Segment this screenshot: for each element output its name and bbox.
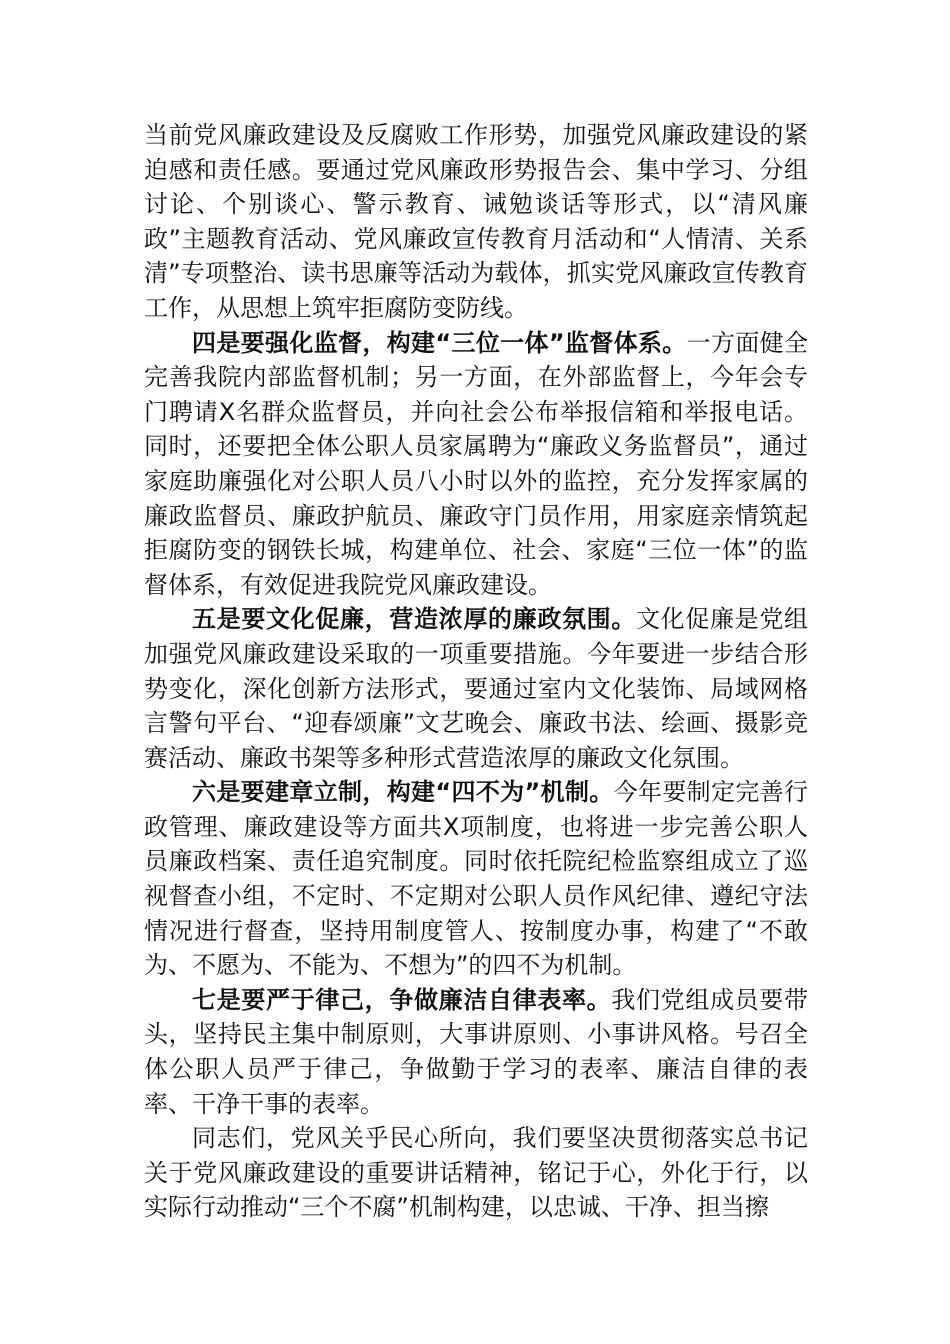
paragraph-text: 我们党组成员要带头，坚持民主集中制原则，大事讲原则、小事讲风格。号召全体公职人员严于律己，争做勤于学习的表率、廉洁自律的表率、干净干事的表率。 — [144, 985, 809, 1118]
document-page — [144, 118, 808, 1225]
paragraph-text: 一方面健全完善我院内部监督机制；另一方面，在外部监督上，今年会专门聘请X名群众监督员，并向社会公布举报信箱和举报电话。同时，还要把全体公职人员家属聘为“廉政义务监督员”，通过家庭助廉强化对公职人员八小时以外的监控，充分发挥家属的廉政监督员、廉政护航员、廉政守门员作用，用家庭亲情筑起拒腐防变的钢铁长城，构建单位、社会、家庭“三位一体”的监督体系，有效促进我院党风廉政建设。 — [144, 328, 809, 599]
paragraph-self-discipline — [144, 983, 808, 1121]
paragraph-culture — [144, 602, 808, 775]
paragraph-text: 同志们，党风关乎民心所向，我们要坚决贯彻落实总书记关于党风廉政建设的重要讲话精神，铭记于心，外化于行，以实际行动推动“三个不腐”机制构建，以忠诚、干净、担当擦 — [144, 1124, 808, 1222]
paragraph-heading: 四是要强化监督，构建“三位一体”监督体系。 — [192, 328, 687, 357]
paragraph-supervision — [144, 326, 808, 603]
paragraph-text: 当前党风廉政建设及反腐败工作形势，加强党风廉政建设的紧迫感和责任感。要通过党风廉政形势报告会、集中学习、分组讨论、个别谈心、警示教育、诫勉谈话等形式，以“清风廉政”主题教育活动、党风廉政宣传教育月活动和“人情清、关系清”专项整治、读书思廉等活动为载体，抓实党风廉政宣传教育工作，从思想上筑牢拒腐防变防线。 — [144, 121, 808, 322]
paragraph-closing — [144, 1121, 808, 1225]
paragraph-heading: 七是要严于律己，争做廉洁自律表率。 — [192, 985, 612, 1014]
paragraph-text: 今年要制定完善行政管理、廉政建设等方面共X项制度，也将进一步完善公职人员廉政档案、责任追究制度。同时依托院纪检监察组成立了巡视督查小组，不定时、不定期对公职人员作风纪律、遵纪守法情况进行督查，坚持用制度管人、按制度办事，构建了“不敢为、不愿为、不能为、不想为”的四不为机制。 — [144, 778, 809, 980]
paragraph-text: 文化促廉是党组加强党风廉政建设采取的一项重要措施。今年要进一步结合形势变化，深化创新方法形式，要通过室内文化装饰、局域网格言警句平台、“迎春颂廉”文艺晚会、廉政书法、绘画、摄影竞赛活动、廉政书架等多种形式营造浓厚的廉政文化氛围。 — [144, 605, 808, 772]
paragraph-rules — [144, 775, 808, 983]
paragraph-continuation — [144, 118, 808, 326]
paragraph-heading: 六是要建章立制，构建“四不为”机制。 — [192, 778, 614, 807]
paragraph-heading: 五是要文化促廉，营造浓厚的廉政氛围。 — [192, 605, 636, 634]
